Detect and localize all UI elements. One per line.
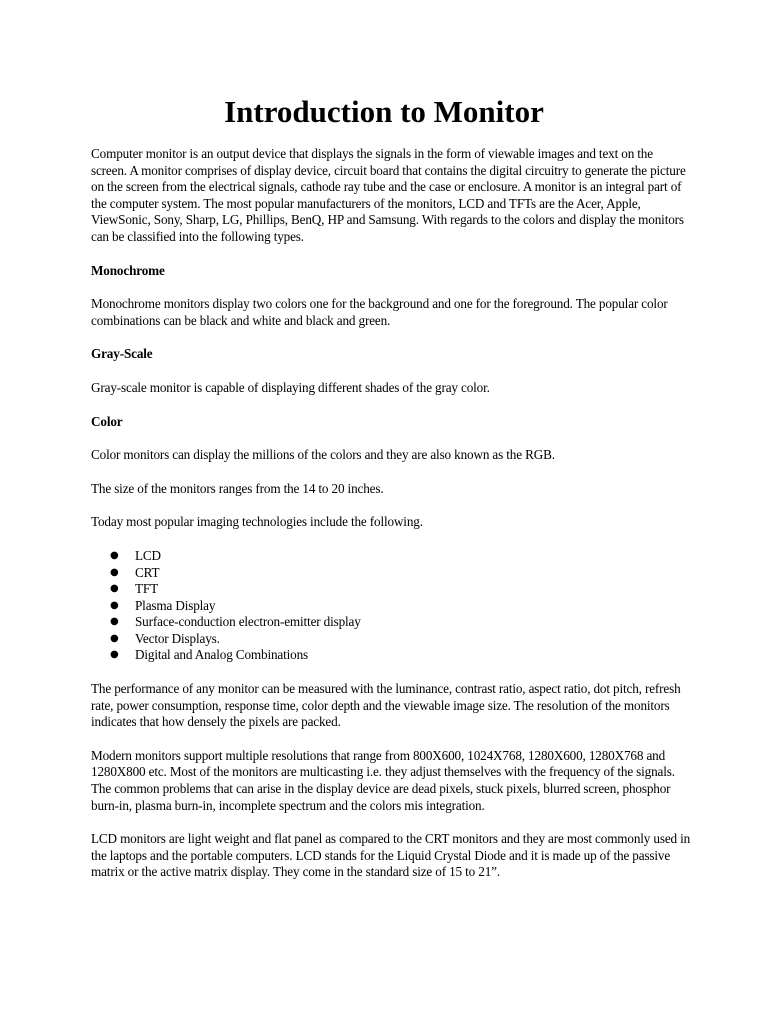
list-item	[110, 630, 691, 648]
monochrome-paragraph: Monochrome monitors display two colors one for the background and one for the foreground. The popular color combinations can be black and white and black and green.	[91, 296, 668, 328]
color-heading: Color	[91, 413, 123, 429]
document-body	[91, 146, 691, 898]
performance-paragraph: The performance of any monitor can be measured with the luminance, contrast ratio, aspect ratio, dot pitch, refresh rate, power consumption, response time, color depth and the viewable image size. The resolution of the monitors indicates that how densely the pixels are packed.	[91, 681, 681, 730]
monochrome-heading: Monochrome	[91, 262, 165, 278]
bullet-icon: ●	[110, 649, 119, 661]
grayscale-paragraph: Gray-scale monitor is capable of displaying different shades of the gray color.	[91, 379, 490, 395]
list-item	[110, 547, 691, 565]
list-item	[110, 564, 691, 582]
size-paragraph: The size of the monitors ranges from the 14 to 20 inches.	[91, 480, 384, 496]
bullet-icon: ●	[110, 583, 119, 595]
list-item	[110, 614, 691, 631]
lcd-paragraph: LCD monitors are light weight and flat panel as compared to the CRT monitors and they are most commonly used in the laptops and the portable computers. LCD stands for the Liquid Crystal Diode and it is made up of the passive matrix or the active matrix display. They come in the standard size of 15 to 21”.	[91, 831, 691, 880]
list-item	[110, 581, 691, 598]
list-item-text: LCD	[135, 547, 161, 563]
bullet-icon: ●	[110, 566, 119, 578]
bullet-icon: ●	[110, 632, 119, 644]
bullet-icon: ●	[110, 616, 119, 628]
document-title: Introduction to Monitor	[224, 94, 544, 129]
list-item-text: TFT	[135, 581, 158, 597]
bullet-icon: ●	[110, 599, 119, 611]
grayscale-heading: Gray-Scale	[91, 346, 153, 362]
list-item-text: Digital and Analog Combinations	[135, 647, 309, 663]
technologies-list	[91, 548, 691, 664]
color-paragraph: Color monitors can display the millions of the colors and they are also known as the RGB.	[91, 447, 555, 463]
list-item-text: Plasma Display	[135, 597, 216, 613]
list-item-text: Surface-conduction electron-emitter display	[135, 614, 361, 630]
list-item-text: CRT	[135, 564, 160, 580]
list-item-text: Vector Displays.	[135, 630, 220, 646]
list-item	[110, 597, 691, 615]
technologies-intro: Today most popular imaging technologies include the following.	[91, 514, 423, 530]
resolutions-paragraph: Modern monitors support multiple resolutions that range from 800X600, 1024X768, 1280X600, 1280X768 and 1280X800 etc. Most of the monitors are multicasting i.e. they adjust themselves with the frequency of the signals. The common problems that can arise in the display device are dead pixels, stuck pixels, blurred screen, phosphor burn-in, plasma burn-in, incomplete spectrum and the colors mis integration.	[91, 747, 675, 813]
intro-paragraph: Computer monitor is an output device that displays the signals in the form of viewable images and text on the screen. A monitor comprises of display device, circuit board that contains the digital circuitry to generate the picture on the screen from the electrical signals, cathode ray tube and the case or enclosure. A monitor is an integral part of the computer system. The most popular manufacturers of the monitors, LCD and TFTs are the Acer, Apple, ViewSonic, Sony, Sharp, LG, Phillips, BenQ, HP and Samsung. With regards to the colors and display the monitors can be classified into the following types.	[91, 146, 686, 244]
bullet-icon: ●	[110, 549, 119, 561]
list-item	[110, 647, 691, 664]
